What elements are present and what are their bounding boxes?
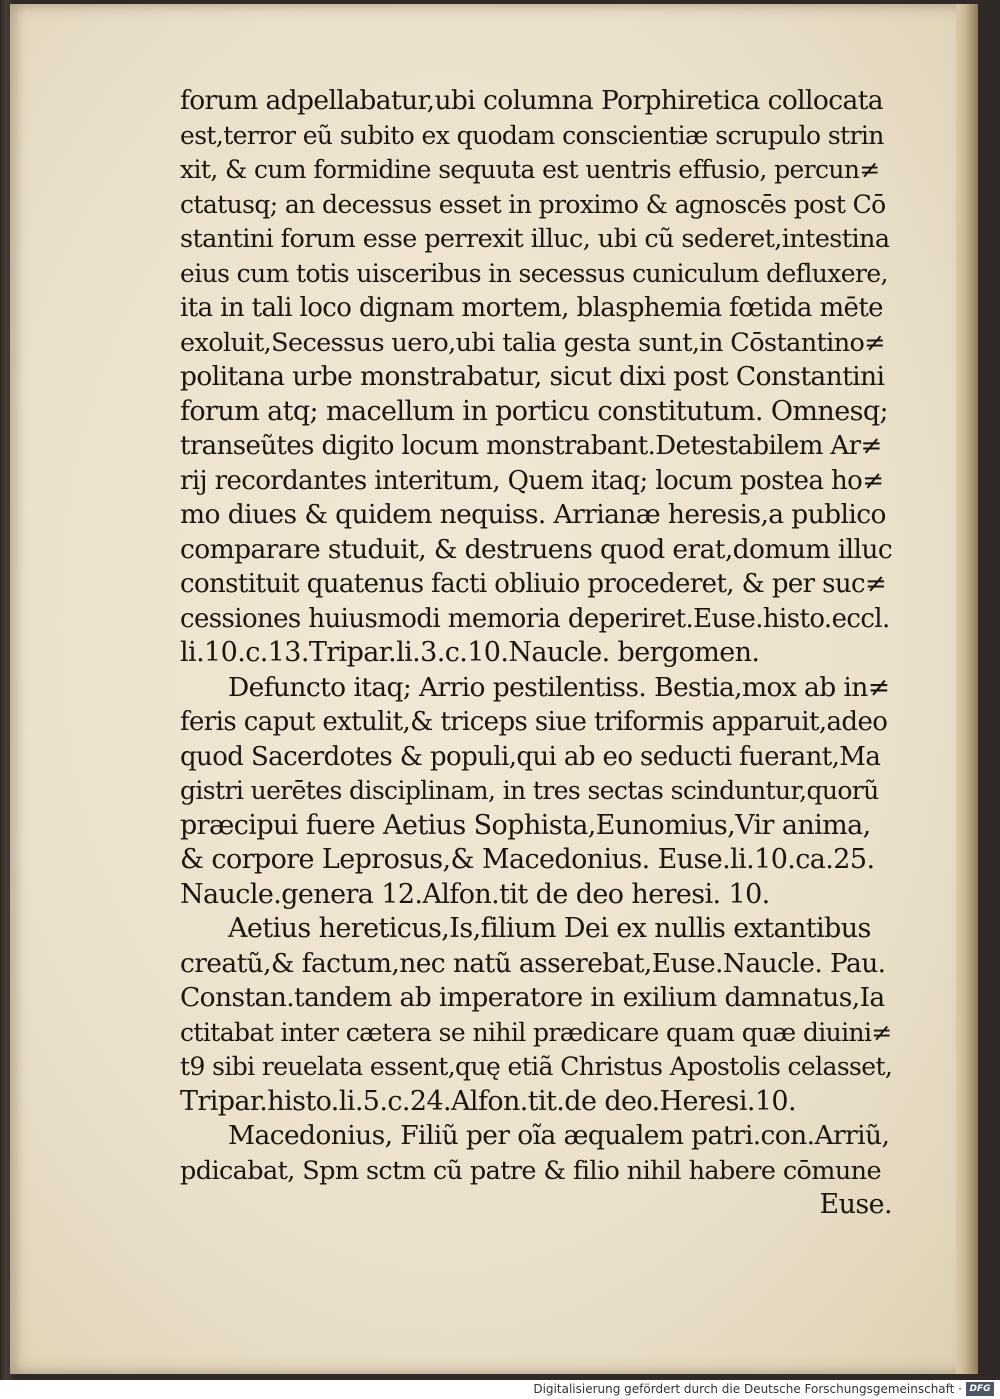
text-line: exoluit,Secessus uero,ubi talia gesta sunt,in Cōstantino≠	[180, 327, 886, 358]
paragraph-start-line: Macedonius, Filiũ per oĩa æqualem patri.con.Arriũ,	[228, 1120, 890, 1151]
text-line: ita in tali loco dignam mortem, blasphemia fœtida mēte	[180, 293, 883, 323]
text-line: pdicabat, Spm sctm cũ patre & filio nihil habere cōmune	[180, 1155, 881, 1186]
page-edge	[956, 4, 978, 1374]
paragraph-start-line: Defuncto itaq; Arrio pestilentiss. Bestia,mox ab in≠	[228, 671, 890, 703]
text-line: xit, & cum formidine sequuta est uentris effusio, percun≠	[180, 155, 880, 184]
text-line: præcipui fuere Aetius Sophista,Eunomius,Vir anima,	[180, 809, 871, 841]
text-line: forum adpellabatur,ubi columna Porphiretica collocata	[180, 85, 883, 116]
footer-credit: Digitalisierung gefördert durch die Deutsche Forschungsgemeinschaft ·	[533, 1382, 962, 1396]
text-line: quod Sacerdotes & populi,qui ab eo seducti fuerant,Ma	[180, 741, 881, 772]
text-line: stantini forum esse perrexit illuc, ubi cũ sederet,intestina	[180, 224, 890, 254]
text-line: feris caput extulit,& triceps siue triformis apparuit,adeo	[180, 707, 888, 737]
text-line: cessiones huiusmodi memoria deperiret.Euse.histo.eccl.	[180, 603, 890, 634]
text-line: politana urbe monstrabatur, sicut dixi post Constantini	[180, 361, 885, 392]
text-line: gistri uerētes disciplinam, in tres sectas scinduntur,quorũ	[180, 776, 879, 805]
text-line: est,terror eũ subito ex quodam conscientiæ scrupulo strin	[180, 120, 884, 150]
text-line: li.10.c.13.Tripar.li.3.c.10.Naucle. bergomen.	[180, 637, 760, 668]
text-line: rij recordantes interitum, Quem itaq; locum postea ho≠	[180, 465, 884, 496]
text-line: Tripar.histo.li.5.c.24.Alfon.tit.de deo.Heresi.10.	[180, 1085, 796, 1117]
text-line: t9 sibi reuelata essent,quę etiã Christus Apostolis celasset,	[180, 1052, 893, 1081]
paragraph-start-line: Aetius hereticus,Is,filium Dei ex nullis extantibus	[228, 913, 871, 944]
text-line: mo diues & quidem nequiss. Arrianæ heresis,a publico	[180, 499, 886, 530]
footer-bar	[0, 1380, 1000, 1399]
text-line: eius cum totis uisceribus in secessus cuniculum defluxere,	[180, 258, 888, 288]
text-line: constituit quatenus facti obliuio procederet, & per suc≠	[180, 569, 887, 599]
text-line: creatũ,& factum,nec natũ asserebat,Euse.Naucle. Pau.	[180, 947, 886, 979]
text-line: forum atq; macellum in porticu constitutum. Omnesq;	[180, 395, 889, 427]
text-line: & corpore Leprosus,& Macedonius. Euse.li.10.ca.25.	[180, 844, 875, 875]
text-line: ctatusq; an decessus esset in proximo & agnoscēs post Cō	[180, 189, 886, 219]
text-line: Constan.tandem ab imperatore in exilium damnatus,Ia	[180, 982, 885, 1013]
catchword: Euse.	[819, 1189, 892, 1220]
dfg-logo-icon: DFG	[966, 1382, 994, 1396]
text-block	[180, 84, 892, 1223]
text-line: transeũtes digito locum monstrabant.Detestabilem Ar≠	[180, 431, 882, 461]
text-line: comparare studuit, & destruens quod erat,domum illuc	[180, 533, 893, 565]
text-line: Naucle.genera 12.Alfon.tit de deo heresi. 10.	[180, 878, 770, 910]
text-line: ctitabat inter cætera se nihil prædicare quam quæ diuini≠	[180, 1017, 892, 1047]
